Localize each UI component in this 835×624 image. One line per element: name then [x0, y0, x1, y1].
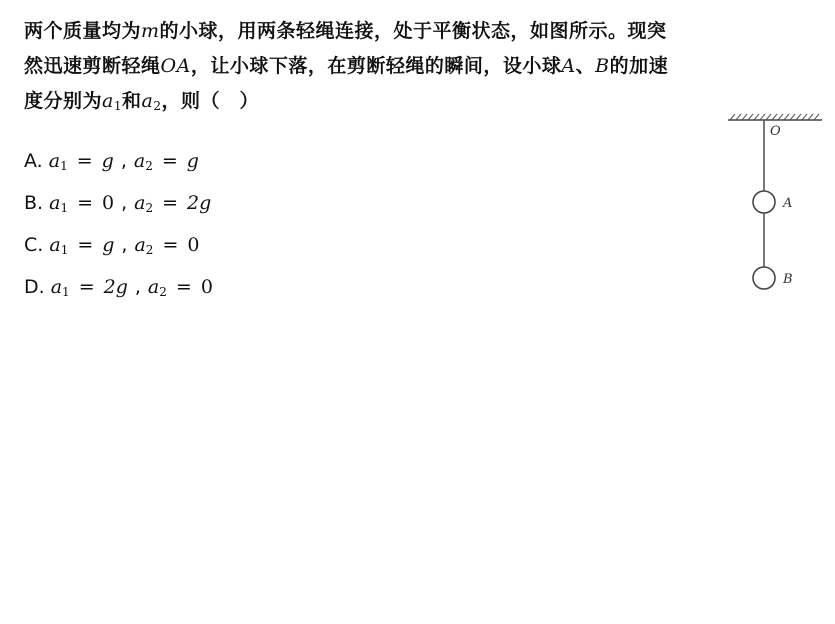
question-text: 和 — [121, 90, 142, 112]
question-text: ，让小球下落，在剪断轻绳的瞬间，设小球 — [190, 55, 562, 77]
sub: 2 — [145, 243, 154, 257]
equals: = — [162, 234, 179, 256]
a1-value: 2g — [103, 276, 128, 298]
equals: = — [175, 276, 192, 298]
answer-options — [24, 140, 213, 308]
sub: 1 — [60, 159, 68, 173]
separator: , — [121, 234, 128, 256]
option-formula — [49, 150, 199, 172]
separator: , — [120, 150, 127, 172]
equals: = — [77, 192, 94, 214]
question-line-3 — [24, 84, 824, 119]
question-text: 的小球，用两条轻绳连接，处于平衡状态，如图所示。现突 — [159, 20, 667, 42]
rope-oa-symbol: OA — [160, 55, 191, 77]
option-letter: A. — [24, 150, 43, 172]
var-a: a — [50, 276, 63, 298]
sub: 1 — [60, 201, 69, 215]
question-stem — [24, 14, 824, 119]
option-b[interactable] — [24, 182, 213, 224]
sub: 2 — [145, 201, 154, 215]
option-letter: D. — [24, 276, 45, 298]
question-text: 、 — [575, 55, 596, 77]
a2-sub: 2 — [153, 99, 162, 113]
var-a: a — [49, 192, 61, 214]
a2-value: 2g — [187, 192, 212, 214]
label-b: B — [783, 272, 793, 287]
sub: 1 — [62, 285, 70, 299]
option-c[interactable] — [24, 224, 213, 266]
mass-symbol: m — [141, 20, 160, 42]
var-a: a — [134, 234, 146, 256]
question-text: 两个质量均为 — [24, 20, 142, 42]
sub: 2 — [145, 159, 153, 173]
a1-value: g — [101, 150, 114, 172]
equals: = — [78, 276, 95, 298]
option-formula — [49, 234, 199, 256]
separator: , — [121, 192, 128, 214]
separator: , — [134, 276, 141, 298]
option-formula — [51, 276, 213, 298]
equals: = — [76, 150, 93, 172]
label-a: A — [783, 196, 793, 211]
a1-symbol — [102, 90, 122, 112]
a2-value: 0 — [187, 234, 200, 256]
a1-value: 0 — [102, 192, 115, 214]
question-text: 的加速 — [609, 55, 669, 77]
equals: = — [77, 234, 94, 256]
question-line-2 — [24, 49, 824, 84]
ball-b-symbol: B — [595, 55, 610, 77]
question-text: 度分别为 — [24, 90, 103, 112]
label-o: O — [770, 124, 781, 139]
option-formula — [49, 192, 211, 214]
ceiling-hatch — [728, 114, 822, 120]
option-letter: B. — [24, 192, 44, 214]
pendulum-figure — [722, 108, 830, 298]
a1-var: a — [102, 90, 114, 112]
question-text: 然迅速剪断轻绳 — [24, 55, 161, 77]
var-a: a — [134, 192, 146, 214]
option-a[interactable] — [24, 140, 213, 182]
option-letter: C. — [24, 234, 44, 256]
var-a: a — [147, 276, 160, 298]
var-a: a — [49, 234, 61, 256]
ball-a — [753, 191, 775, 213]
equals: = — [162, 192, 179, 214]
sub: 1 — [60, 243, 69, 257]
a1-value: g — [102, 234, 115, 256]
a2-var: a — [141, 90, 154, 112]
a2-value: 0 — [200, 276, 213, 298]
a1-sub: 1 — [113, 99, 122, 113]
a2-symbol — [142, 90, 162, 112]
var-a: a — [133, 150, 146, 172]
equals: = — [161, 150, 178, 172]
ball-a-symbol: A — [561, 55, 576, 77]
question-text: ，则（ ） — [161, 90, 259, 112]
option-d[interactable] — [24, 266, 213, 308]
a2-value: g — [186, 150, 199, 172]
sub: 2 — [159, 285, 167, 299]
var-a: a — [48, 150, 61, 172]
ball-b — [753, 267, 775, 289]
question-line-1 — [24, 14, 824, 49]
